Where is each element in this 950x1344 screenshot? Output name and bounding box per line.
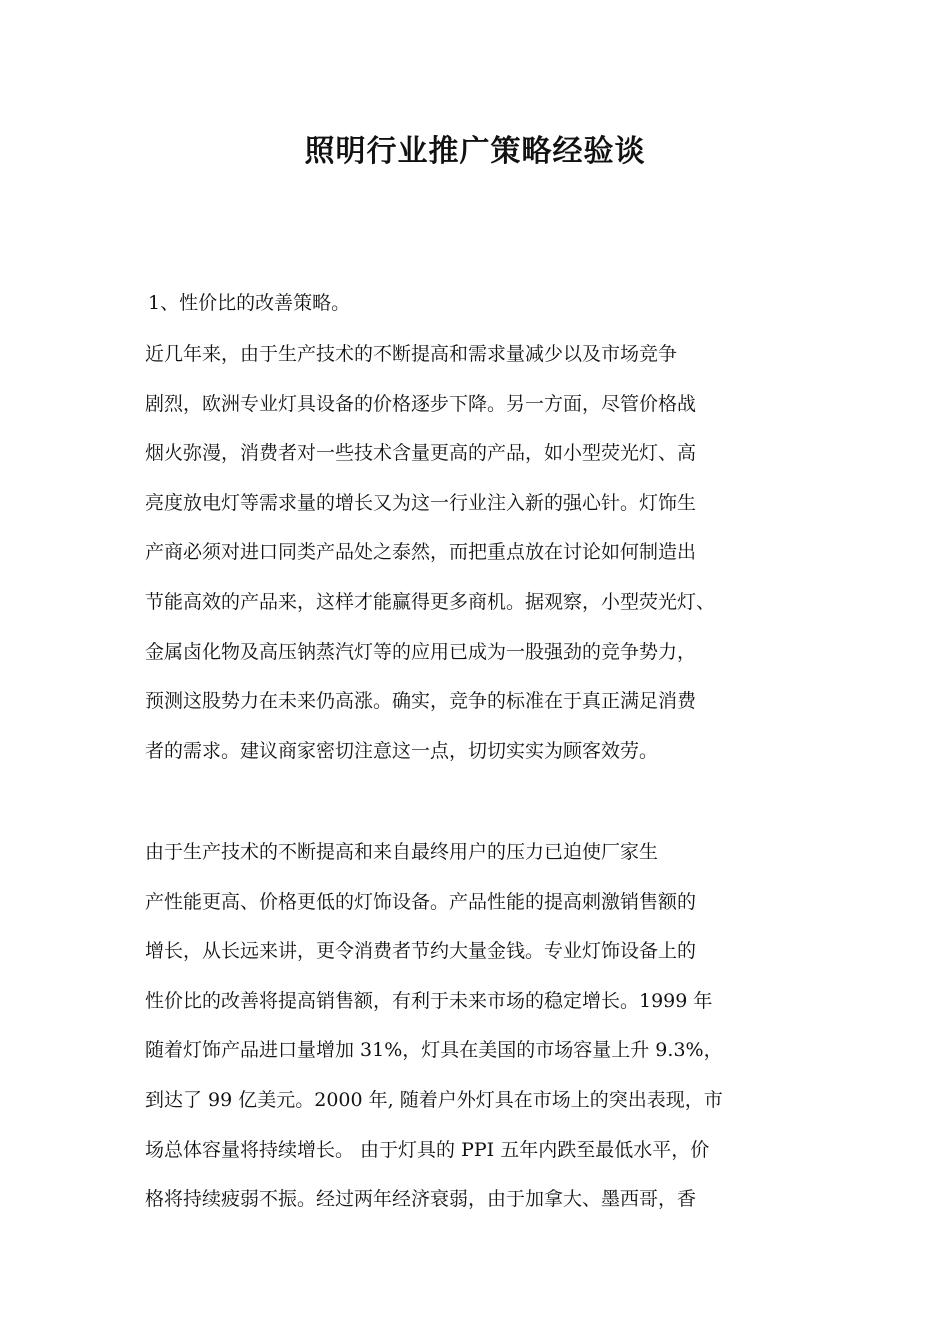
paragraph-2 [145, 828, 815, 1225]
paragraph-line: 随着灯饰产品进口量增加 31%，灯具在美国的市场容量上升 9.3%， [145, 1039, 723, 1062]
paragraph-line: 节能高效的产品来，这样才能赢得更多商机。据观察，小型荧光灯、 [145, 590, 716, 613]
paragraph-line: 格将持续疲弱不振。经过两年经济衰弱，由于加拿大、墨西哥，香 [145, 1188, 697, 1211]
section-heading: 1、性价比的改善策略。 [148, 292, 351, 314]
paragraph-line: 剧烈，欧洲专业灯具设备的价格逐步下降。另一方面，尽管价格战 [145, 392, 697, 415]
paragraph-line: 性价比的改善将提高销售额，有利于未来市场的稳定增长。1999 年 [145, 989, 713, 1012]
paragraph-line: 预测这股势力在未来仍高涨。确实，竞争的标准在于真正满足消费 [145, 690, 697, 713]
paragraph-line: 烟火弥漫，消费者对一些技术含量更高的产品，如小型荧光灯、高 [145, 442, 697, 465]
paragraph-line: 由于生产技术的不断提高和来自最终用户的压力已迫使厂家生 [145, 841, 659, 863]
paragraph-line: 到达了 99 亿美元。2000 年, 随着户外灯具在市场上的突出表现，市 [145, 1088, 723, 1111]
paragraph-line: 近几年来，由于生产技术的不断提高和需求量减少以及市场竞争 [145, 343, 678, 365]
paragraph-line: 者的需求。建议商家密切注意这一点，切切实实为顾客效劳。 [145, 739, 659, 762]
paragraph-line: 增长，从长远来讲，更令消费者节约大量金钱。专业灯饰设备上的 [145, 940, 697, 963]
paragraph-line: 产性能更高、价格更低的灯饰设备。产品性能的提高刺激销售额的 [145, 890, 697, 913]
paragraph-line: 场总体容量将持续增长。 由于灯具的 PPI 五年内跌至最低水平，价 [145, 1138, 710, 1161]
paragraph-1 [145, 330, 815, 776]
paragraph-line: 产商必须对进口同类产品处之泰然，而把重点放在讨论如何制造出 [145, 541, 697, 564]
paragraph-line: 金属卤化物及高压钠蒸汽灯等的应用已成为一股强劲的竞争势力， [145, 640, 697, 663]
document-title: 照明行业推广策略经验谈 [304, 134, 646, 169]
paragraph-line: 亮度放电灯等需求量的增长又为这一行业注入新的强心针。灯饰生 [145, 491, 697, 514]
